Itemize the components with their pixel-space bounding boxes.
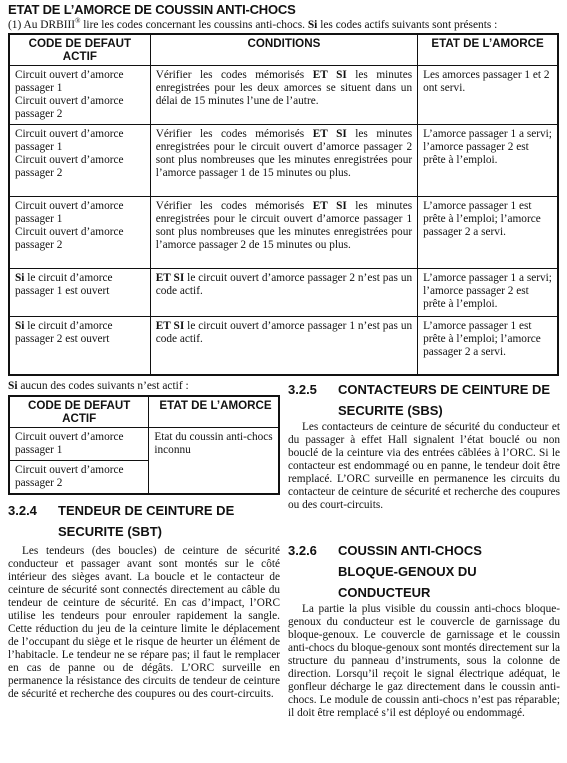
table-row [9,317,558,375]
section-number: 3.2.5 [288,382,317,397]
code-line: Circuit ouvert d’amorce passager 2 [15,154,124,179]
section-title-line: BLOQUE-GENOUX DU [338,564,477,579]
state-cell: Etat du coussin anti-chocs inconnu [149,428,279,495]
unknown-status-table [8,395,280,495]
section-number: 3.2.4 [8,503,37,518]
code-cell: Circuit ouvert d’amorce passager 1 [9,428,149,461]
code-cell [9,125,150,197]
section-heading-325 [288,380,560,420]
table-header-row [9,34,558,66]
condition-post: le circuit ouvert d’amorce passager 1 n’est pas un code actif. [155,320,413,345]
section-number: 3.2.6 [288,543,317,558]
condition-post: les minutes enregistrées pour les deux amorces se situent dans un délai de 15 minutes l’une de l’autre. [155,69,413,107]
code-cell [9,269,150,317]
document-title: ETAT DE L’AMORCE DE COUSSIN ANTI-CHOCS [8,2,296,17]
section-title-line: COUSSIN ANTI-CHOCS [338,543,482,558]
section-title-line: SECURITE (SBS) [338,403,443,418]
condition-cell [150,269,417,317]
condition-cell [150,317,417,375]
section-title-line: CONTACTEURS DE CEINTURE DE [338,382,551,397]
none-active-rest: aucun des codes suivants n’est actif : [17,380,189,392]
table-header-row [9,396,279,428]
intro-line [8,17,560,31]
state-cell: L’amorce passager 1 est prête à l’emploi; l’amorce passager 2 a servi. [418,197,558,269]
table-row [9,269,558,317]
none-active-line [8,380,189,392]
header-state: ETAT DE L’AMORCE [149,396,279,428]
code-cell [9,197,150,269]
intro-bold: Si [307,18,318,31]
code-line: Circuit ouvert d’amorce passager 1 [15,200,124,225]
header-conditions: CONDITIONS [150,34,417,66]
code-rest: le circuit d’amorce passager 2 est ouvert [15,320,113,345]
table-row [9,197,558,269]
section-body-324: Les tendeurs (des boucles) de ceinture de sécurité conducteur et passager avant sont montés sur le côté intérieur des sièges avant. La boucle et le contacteur de ceinture de sécurité sont connectés directement au câble du tendeur de ceinture de sécurité. En cas d’impact, l’ORC utilise les tendeurs pour enrouler rapidement la sangle. Cette réduction du jeu de la ceinture limite le déplacement de l’occupant du siège et le risque de heurter un élément de l’habitacle. Le tendeur ne se répare pas; il faut le remplacer en cas de panne ou de dégâts. L’ORC surveille en permanence la résistance des circuits de tendeur de ceinture de sécurité et recherche des coupures ou des court-circuits. [8,545,280,700]
condition-bold: ET SI [312,69,347,81]
section-body-326: La partie la plus visible du coussin anti-chocs bloque-genoux du conducteur est le couvercle de garnissage du bloque-genoux. Le couvercle de garnissage et le coussin anti-chocs du bloque-genoux sont montés directement sur la structure du panneau d’instruments, sous la colonne de direction. Lorsqu’il reçoit le signal électrique adéquat, le gonfleur décharge le gaz directement dans le coussin anti-chocs. Le module de coussin anti-chocs n’est pas réparable; il doit être remplacé s’il est déployé ou endommagé. [288,603,560,719]
section-heading-326 [288,541,560,603]
condition-cell [150,66,417,125]
section-heading-324 [8,501,280,541]
condition-post: les minutes enregistrées pour le circuit ouvert d’amorce passager 2 sont plus nombreuses que les minutes enregistrées pour l’amorce passager 1 de 15 minutes ou plus. [155,128,413,179]
condition-cell [150,197,417,269]
condition-bold: ET SI [155,272,185,284]
condition-cell [150,125,417,197]
section-title-line: SECURITE (SBT) [58,524,162,539]
intro-mid: lire les codes concernant les coussins anti-chocs. [80,18,308,31]
condition-bold: ET SI [312,200,347,212]
code-cell [9,317,150,375]
condition-pre: Vérifier les codes mémorisés [155,128,313,140]
header-state: ETAT DE L’AMORCE [418,34,558,66]
none-active-bold: Si [8,380,18,392]
condition-bold: ET SI [155,320,185,332]
code-cell [9,66,150,125]
condition-pre: Vérifier les codes mémorisés [155,69,313,81]
state-cell: Les amorces passager 1 et 2 ont servi. [418,66,558,125]
condition-pre: Vérifier les codes mémorisés [155,200,313,212]
table-row [9,66,558,125]
header-code: CODE DE DEFAUT ACTIF [9,396,149,428]
table-row [9,125,558,197]
condition-bold: ET SI [312,128,347,140]
intro-suffix: les codes actifs suivants sont présents : [317,18,498,31]
section-title-line: TENDEUR DE CEINTURE DE [58,503,235,518]
header-code: CODE DE DEFAUT ACTIF [9,34,150,66]
condition-post: le circuit ouvert d’amorce passager 2 n’est pas un code actif. [155,272,413,297]
code-line: Circuit ouvert d’amorce passager 1 [15,69,124,94]
table-row [9,428,279,461]
code-rest: le circuit d’amorce passager 1 est ouvert [15,272,113,297]
condition-post: les minutes enregistrées pour le circuit ouvert d’amorce passager 1 sont plus nombreuses que les minutes enregistrées pour l’amorce passager 2 de 15 minutes ou plus. [155,200,413,251]
code-bold: Si [15,272,25,284]
section-title-line: CONDUCTEUR [338,585,431,600]
section-body-325: Les contacteurs de ceinture de sécurité du conducteur et du passager à effet Hall signalent l’état bouclé ou non bouclé de la ceinture via des entrées câblées à l’ORC. Si le contacteur est endommagé ou en panne, le tendeur doit être remplacé. L’ORC surveille en permanence les circuits du contacteur de ceinture de sécurité et recherche des coupures ou des court-circuits. [288,421,560,511]
code-line: Circuit ouvert d’amorce passager 2 [15,226,124,251]
code-cell: Circuit ouvert d’amorce passager 2 [9,461,149,495]
state-cell: L’amorce passager 1 a servi; l’amorce passager 2 est prête à l’emploi. [418,269,558,317]
code-line: Circuit ouvert d’amorce passager 1 [15,128,124,153]
code-line: Circuit ouvert d’amorce passager 2 [15,95,124,120]
intro-prefix: (1) Au DRBIII [8,18,76,31]
registered-mark: ® [75,17,81,25]
state-cell: L’amorce passager 1 a servi; l’amorce passager 2 est prête à l’emploi. [418,125,558,197]
code-bold: Si [15,320,25,332]
state-cell: L’amorce passager 1 est prête à l’emploi; l’amorce passager 2 a servi. [418,317,558,375]
squib-status-table [8,33,559,376]
